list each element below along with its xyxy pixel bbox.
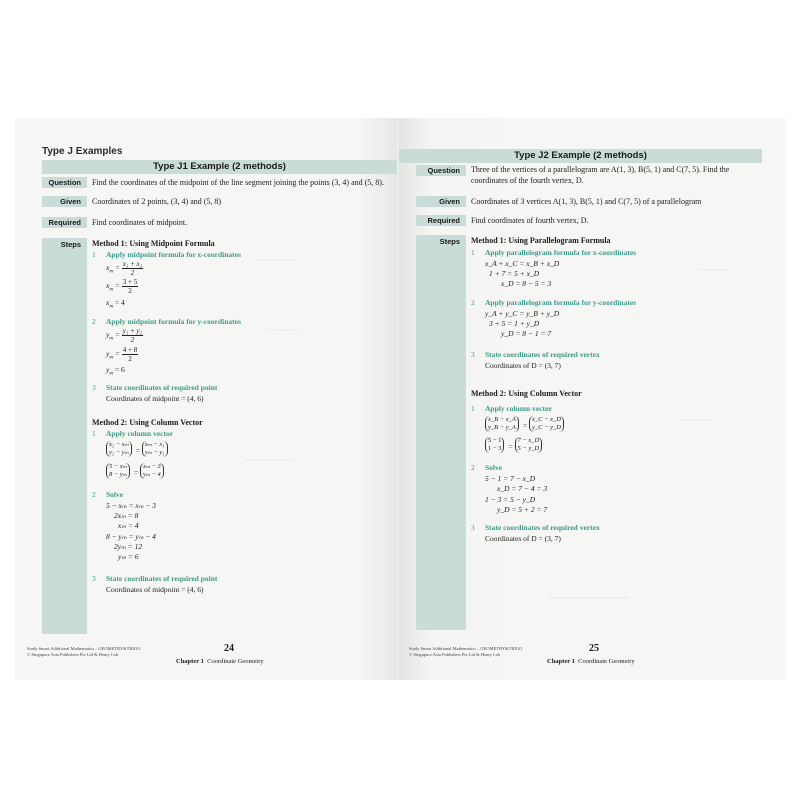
bleed-through: ~~~~~~~~~: [699, 268, 729, 274]
required-label: Required: [42, 217, 87, 228]
step-title: Apply parallelogram formula for y-coordinates: [485, 298, 637, 307]
equation: 3 + 5 = 1 + y_D: [489, 319, 540, 328]
equation: $y_m$ = $\frac{4 + 8}{2}$: [106, 346, 138, 363]
steps-column: [416, 235, 466, 630]
solve-line: 1 − 3 = 5 − y_D: [485, 495, 536, 504]
question-label: Question: [42, 177, 87, 188]
required-text: Find coordinates of midpoint.: [92, 218, 188, 227]
result-text: Coordinates of D = (3, 7): [485, 534, 561, 543]
equation: $x_m$ = $\frac{3 + 5}{2}$: [106, 278, 138, 295]
example-banner: Type J2 Example (2 methods): [399, 149, 762, 163]
column-vector-equation: x_B − x_A y_B − y_A = x_C − x_D y_C − y_D: [485, 415, 564, 433]
step-number: 3: [471, 350, 475, 359]
footer-book-title: Study Smart Additional Mathematics – GEOMETRY&TRIGO: [27, 646, 141, 651]
bleed-through: ~~~~~~~~~~~: [679, 418, 715, 424]
steps-column: [42, 238, 87, 634]
step-number: 3: [471, 523, 475, 532]
equation: 1 + 7 = 5 + x_D: [489, 269, 540, 278]
equation: $y_m = 6$: [106, 365, 125, 377]
column-vector-equation: 5 − xₘ 8 − yₘ = xₘ − 3 yₘ − 4: [106, 462, 164, 480]
equation: x_A + x_C = x_B + x_D: [485, 259, 560, 268]
column-vector-equation: x₂ − xₘ y₂ − yₘ = xₘ − x₁ yₘ − y₁: [106, 440, 168, 458]
step-title: Apply midpoint formula for x-coordinates: [106, 250, 241, 259]
method2-title: Method 2: Using Column Vector: [471, 389, 582, 398]
equation: y_A + y_C = y_B + y_D: [485, 309, 560, 318]
page-number: 25: [589, 643, 599, 654]
right-page: [399, 118, 786, 680]
step-number: 2: [92, 317, 96, 326]
steps-label: Steps: [439, 237, 460, 246]
step-title: Apply midpoint formula for y-coordinates: [106, 317, 241, 326]
equation: $x_m = 4$: [106, 298, 125, 310]
step-number: 1: [471, 404, 475, 413]
equation: $x_m$ = $\frac{\text{x₁ + x₂}}{2}$: [106, 260, 143, 277]
example-banner: Type J1 Example (2 methods): [42, 160, 397, 174]
question-text: Find the coordinates of the midpoint of the line segment joining the points (3, 4) and (5, 8).: [92, 178, 384, 187]
step-number: 2: [471, 298, 475, 307]
chapter-footer: Chapter 1 Coordinate Geometry: [176, 658, 264, 665]
footer-copyright: © Singapore Asia Publishers Pte Ltd & Henry Loh: [27, 652, 119, 657]
required-label: Required: [416, 215, 466, 226]
method2-title: Method 2: Using Column Vector: [92, 418, 203, 427]
method1-title: Method 1: Using Midpoint Formula: [92, 239, 215, 248]
solve-line: 2xₘ = 8: [114, 511, 139, 520]
step-title: Apply parallelogram formula for x-coordinates: [485, 248, 637, 257]
given-label: Given: [416, 196, 466, 207]
footer-book-title: Study Smart Additional Mathematics – GEOMETRY&TRIGO: [409, 646, 523, 651]
step-title: Solve: [485, 463, 503, 472]
footer-copyright: © Singapore Asia Publishers Pte Ltd & Henry Loh: [409, 652, 501, 657]
step-title: State coordinates of required vertex: [485, 350, 600, 359]
step-number: 1: [92, 429, 96, 438]
solve-line: x_D = 7 − 4 = 3: [497, 484, 548, 493]
step-title: Apply column vector: [485, 404, 553, 413]
step-title: State coordinates of required vertex: [485, 523, 600, 532]
left-page: [15, 118, 397, 680]
step-number: 2: [92, 490, 96, 499]
given-text: Coordinates of 3 vertices A(1, 3), B(5, 1) and C(7, 5) of a parallelogram: [471, 197, 702, 206]
bleed-through: ~~~~~~~~~~~~~~~: [245, 458, 294, 464]
result-text: Coordinates of D = (3, 7): [485, 361, 561, 370]
given-label: Given: [42, 196, 87, 207]
equation: $y_m$ = $\frac{\text{y₁ + y₂}}{2}$: [106, 327, 143, 344]
solve-line: 5 − 1 = 7 − x_D: [485, 474, 536, 483]
method1-title: Method 1: Using Parallelogram Formula: [471, 236, 611, 245]
solve-line: y_D = 5 + 2 = 7: [497, 505, 548, 514]
step-title: Apply column vector: [106, 429, 174, 438]
step-title: State coordinates of required point: [106, 383, 218, 392]
equation: y_D = 8 − 1 = 7: [501, 329, 552, 338]
book-spread: [15, 118, 786, 680]
required-text: Find coordinates of fourth vertex, D.: [471, 216, 589, 225]
step-number: 1: [92, 250, 96, 259]
bleed-through: ~~~~~~~~~~~~~: [255, 258, 298, 264]
solve-line: 5 − xₘ = xₘ − 3: [106, 501, 156, 510]
solve-line: 2yₘ = 12: [114, 542, 143, 551]
solve-line: xₘ = 4: [118, 521, 139, 530]
step-title: State coordinates of required point: [106, 574, 218, 583]
given-text: Coordinates of 2 points, (3, 4) and (5, 8): [92, 197, 222, 206]
page-number: 24: [224, 643, 234, 654]
step-number: 3: [92, 574, 96, 583]
question-label: Question: [416, 165, 466, 176]
chapter-footer: Chapter 1 Coordinate Geometry: [547, 658, 635, 665]
question-text: Three of the vertices of a parallelogram are A(1, 3), B(5, 1) and C(7, 5). Find the coordinates of the fourth vertex, D.: [471, 165, 730, 185]
steps-label: Steps: [60, 240, 81, 249]
result-text: Coordinates of midpoint = (4, 6): [106, 585, 204, 594]
step-number: 1: [471, 248, 475, 257]
step-number: 2: [471, 463, 475, 472]
bleed-through: ~~~~~~~~~~: [265, 328, 298, 334]
type-heading: Type J Examples: [42, 146, 123, 157]
solve-line: yₘ = 6: [118, 552, 139, 561]
step-number: 3: [92, 383, 96, 392]
step-title: Solve: [106, 490, 124, 499]
column-vector-equation: 5 − 1 1 − 3 = 7 − x_D 5 − y_D: [485, 436, 542, 454]
bleed-through: ~~~~~~~~~~~~~~~~~~~~~~~~~: [549, 596, 631, 602]
solve-line: 8 − yₘ = yₘ − 4: [106, 532, 156, 541]
equation: x_D = 8 − 5 = 3: [501, 279, 552, 288]
result-text: Coordinates of midpoint = (4, 6): [106, 394, 204, 403]
